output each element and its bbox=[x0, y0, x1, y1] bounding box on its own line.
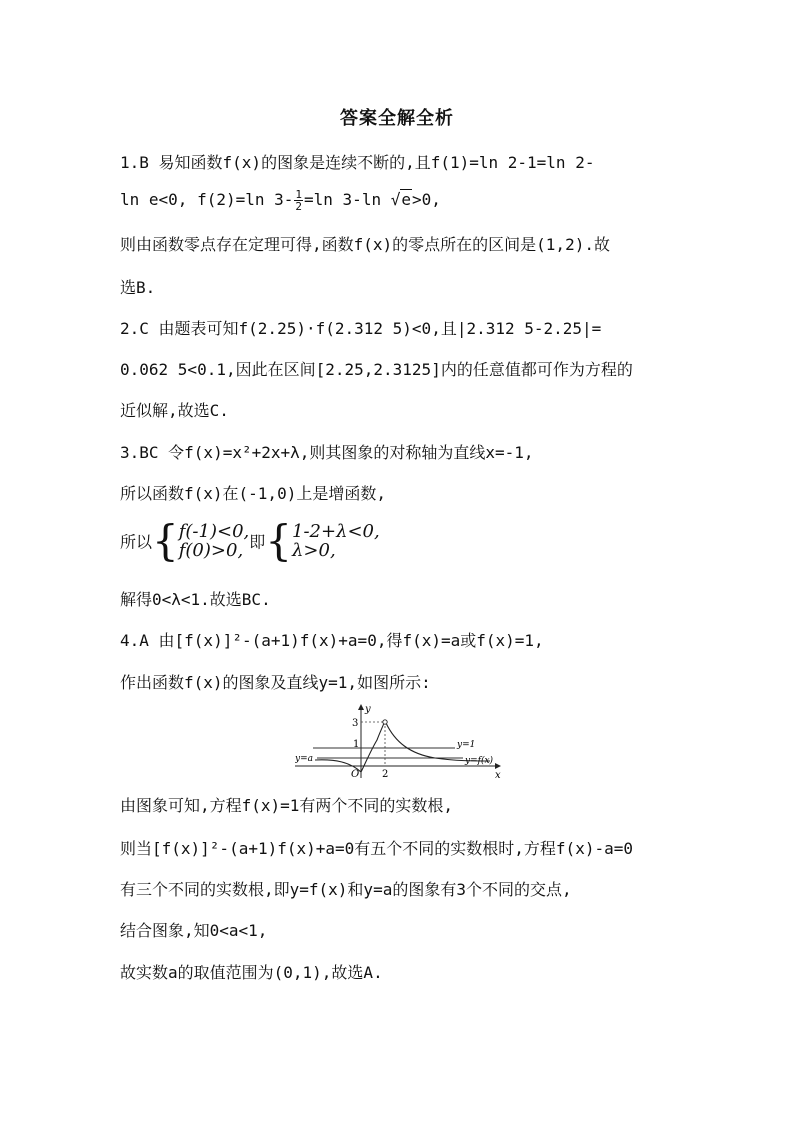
label-y-equals-1: y=1 bbox=[457, 740, 476, 750]
sqrt-e: e bbox=[401, 190, 411, 209]
sqrt-sign: √ bbox=[390, 190, 401, 209]
curve-left bbox=[315, 723, 384, 772]
q2-line-1: 2.C 由题表可知f(2.25)·f(2.312 5)<0,且|2.312 5-2.25|= bbox=[120, 319, 602, 338]
system-1-row-1: f(-1)<0, bbox=[178, 521, 250, 542]
y-axis-label: y bbox=[365, 704, 371, 715]
so-label: 所以 bbox=[120, 532, 153, 552]
q4-line-6: 结合图象,知0<a<1, bbox=[120, 921, 268, 940]
q1-line-1: 1.B 易知函数f(x)的图象是连续不断的,且f(1)=ln 2-1=ln 2- bbox=[120, 153, 595, 172]
q4-line-3: 由图象可知,方程f(x)=1有两个不同的实数根, bbox=[120, 796, 454, 815]
q2-line-2: 0.062 5<0.1,因此在区间[2.25,2.3125]内的任意值都可作为方程的 bbox=[120, 360, 633, 379]
q4-line-1: 4.A 由[f(x)]²-(a+1)f(x)+a=0,得f(x)=a或f(x)=1, bbox=[120, 631, 544, 650]
label-y-equals-fx: y=f(x) bbox=[465, 756, 494, 766]
system-1-row-2: f(0)>0, bbox=[178, 540, 244, 561]
q1-line-3: 则由函数零点存在定理可得,函数f(x)的零点所在的区间是(1,2).故 bbox=[120, 235, 610, 254]
y-axis-arrow-icon bbox=[358, 704, 364, 710]
q4-line-2: 作出函数f(x)的图象及直线y=1,如图所示: bbox=[120, 673, 431, 692]
q4-line-5: 有三个不同的实数根,即y=f(x)和y=a的图象有3个不同的交点, bbox=[120, 880, 572, 899]
ie-label: 即 bbox=[249, 532, 266, 552]
q1-line-4: 选B. bbox=[120, 278, 156, 297]
q1-line-2-b: =ln 3-ln bbox=[304, 190, 391, 209]
inequality-systems bbox=[120, 516, 380, 565]
q1-line-2-a: ln e<0, f(2)=ln 3- bbox=[120, 190, 294, 209]
system-1 bbox=[179, 522, 250, 560]
tick-2-label: 2 bbox=[382, 769, 389, 780]
q3-line-1: 3.BC 令f(x)=x²+2x+λ,则其图象的对称轴为直线x=-1, bbox=[120, 443, 534, 462]
x-axis-label: x bbox=[495, 770, 501, 780]
left-brace-2: { bbox=[265, 516, 292, 565]
label-y-equals-a: y=a bbox=[295, 754, 313, 764]
tick-1-label: 1 bbox=[353, 739, 360, 750]
left-brace-1: { bbox=[152, 516, 179, 565]
page-title: 答案全解全析 bbox=[340, 108, 454, 129]
fraction-half: $\frac{1}{2}$ bbox=[295, 188, 303, 213]
open-point bbox=[383, 720, 387, 724]
q1-line-2-c: >0, bbox=[412, 190, 441, 209]
x-axis-arrow-icon bbox=[495, 763, 501, 769]
q3-line-2: 所以函数f(x)在(-1,0)上是增函数, bbox=[120, 484, 386, 503]
q3-line-4: 解得0<λ<1.故选BC. bbox=[120, 590, 271, 609]
tick-3-label: 3 bbox=[352, 718, 359, 729]
q4-line-4: 则当[f(x)]²-(a+1)f(x)+a=0有五个不同的实数根时,方程f(x)-a=0 bbox=[120, 839, 633, 858]
q4-line-7: 故实数a的取值范围为(0,1),故选A. bbox=[120, 963, 383, 982]
q1-line-2 bbox=[120, 189, 441, 212]
origin-label: O bbox=[351, 769, 360, 780]
system-2-row-2: λ>0, bbox=[292, 540, 336, 561]
function-graph bbox=[295, 702, 505, 780]
system-2 bbox=[292, 522, 380, 560]
system-2-row-1: 1-2+λ<0, bbox=[292, 521, 380, 542]
q2-line-3: 近似解,故选C. bbox=[120, 401, 229, 420]
